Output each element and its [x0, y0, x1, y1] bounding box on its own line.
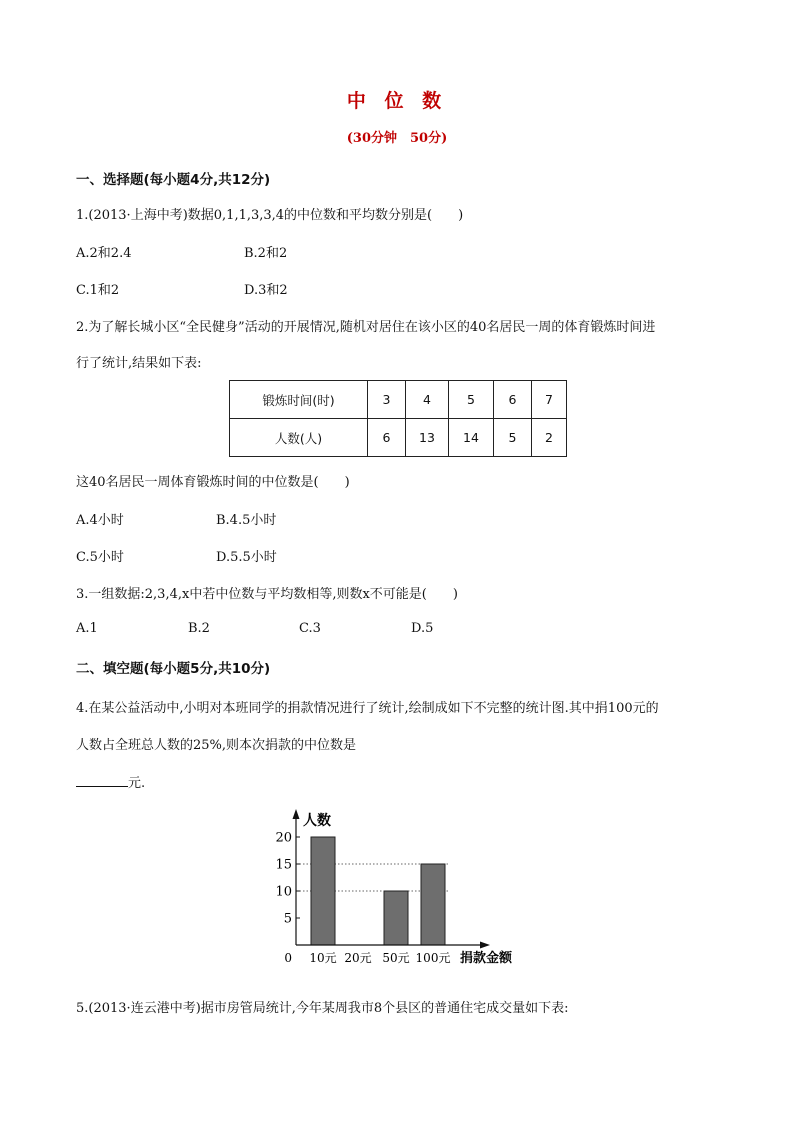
table-header-cell: 锻炼时间(时) [230, 381, 368, 419]
question-2-line-1: 2.为了解长城小区“全民健身”活动的开展情况,随机对居住在该小区的40名居民一周的体育锻炼时间进 [76, 320, 656, 335]
y-tick-label: 20 [275, 830, 292, 846]
section-heading-fill: 二、填空题(每小题5分,共10分) [76, 661, 271, 677]
bar [384, 891, 408, 945]
q1-option-d: D.3和2 [244, 283, 288, 298]
y-tick-label: 10 [275, 884, 292, 900]
q2-option-c: C.5小时 [76, 550, 124, 565]
q1-option-a: A.2和2.4 [76, 246, 132, 261]
question-1-text: 1.(2013·上海中考)数据0,1,1,3,3,4的中位数和平均数分别是( ) [76, 208, 464, 223]
table-header-cell: 人数(人) [230, 419, 368, 457]
question-2-prompt: 这40名居民一周体育锻炼时间的中位数是( ) [76, 475, 350, 490]
origin-label: 0 [284, 951, 292, 965]
page-subtitle: (30分钟 50分) [346, 131, 448, 146]
answer-unit: 元. [128, 776, 146, 791]
x-axis-arrow [480, 942, 490, 949]
q3-option-d: D.5 [411, 621, 434, 636]
question-4-line-1: 4.在某公益活动中,小明对本班同学的捐款情况进行了统计,绘制成如下不完整的统计图.其中捐100元的 [76, 701, 659, 716]
q1-option-c: C.1和2 [76, 283, 120, 298]
table-cell: 6 [368, 419, 406, 457]
page-title: 中 位 数 [346, 90, 448, 112]
y-tick-label: 15 [275, 857, 292, 873]
table-row [230, 419, 567, 457]
table-cell: 5 [449, 381, 494, 419]
table-cell: 3 [368, 381, 406, 419]
question-4-line-2: 人数占全班总人数的25%,则本次捐款的中位数是 [76, 738, 357, 753]
table-cell: 2 [532, 419, 567, 457]
x-axis-label: 捐款金额 [460, 951, 513, 966]
table-cell: 6 [494, 381, 532, 419]
question-3-text: 3.一组数据:2,3,4,x中若中位数与平均数相等,则数x不可能是( ) [76, 587, 458, 602]
table-cell: 5 [494, 419, 532, 457]
table-cell: 4 [406, 381, 449, 419]
q3-option-b: B.2 [188, 621, 210, 636]
q2-option-b: B.4.5小时 [216, 513, 277, 528]
bar [311, 837, 335, 945]
answer-blank[interactable] [76, 774, 128, 787]
x-tick-label: 10元 [309, 951, 337, 965]
q3-option-a: A.1 [76, 621, 98, 636]
x-tick-label: 50元 [382, 951, 410, 965]
q2-option-a: A.4小时 [76, 513, 124, 528]
question-5-text: 5.(2013·连云港中考)据市房管局统计,今年某周我市8个县区的普通住宅成交量如下表: [76, 1001, 569, 1016]
q3-option-c: C.3 [299, 621, 321, 636]
section-heading-choice: 一、选择题(每小题4分,共12分) [76, 172, 271, 188]
question-2-line-2: 行了统计,结果如下表: [76, 356, 202, 371]
x-tick-label: 20元 [344, 951, 372, 965]
question-4-answer-line [76, 772, 145, 791]
y-tick-label: 5 [283, 911, 292, 927]
exercise-time-table [229, 380, 567, 457]
table-cell: 13 [406, 419, 449, 457]
table-cell: 7 [532, 381, 567, 419]
x-tick-label: 100元 [415, 951, 451, 965]
bar [421, 864, 445, 945]
y-axis-label: 人数 [303, 813, 331, 829]
q2-option-d: D.5.5小时 [216, 550, 277, 565]
q1-option-b: B.2和2 [244, 246, 288, 261]
y-axis-arrow [293, 809, 300, 819]
table-row [230, 381, 567, 419]
table-cell: 14 [449, 419, 494, 457]
donation-bar-chart [262, 805, 524, 970]
